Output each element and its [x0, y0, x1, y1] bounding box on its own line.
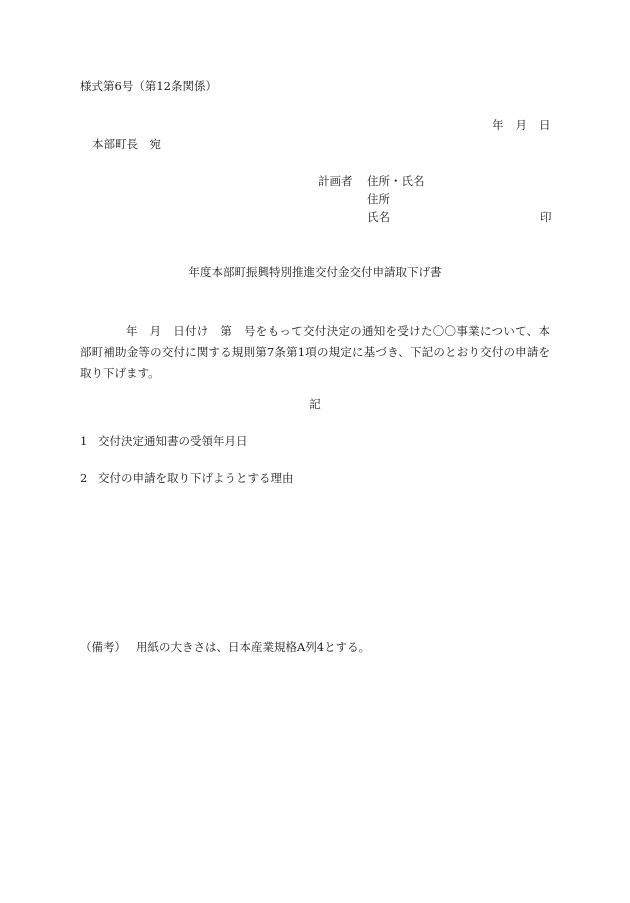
- item-number: 1: [80, 434, 88, 448]
- item-number: 2: [80, 471, 88, 485]
- body-paragraph: 年 月 日付け 第 号をもって交付決定の通知を受けた〇〇事業について、本部町補助金等の交付に関する規則第7条第1項の規定に基づき、下記のとおり交付の申請を取り下げます。: [80, 324, 550, 380]
- list-item: [80, 436, 248, 448]
- addressee: 本部町長 宛: [92, 137, 161, 151]
- seal-mark: 印: [540, 210, 552, 224]
- list-item: [80, 473, 294, 485]
- document-title: 年度本部町振興特別推進交付金交付申請取下げ書: [188, 265, 442, 279]
- planner-label: 計画者: [318, 174, 353, 188]
- remarks-label: （備考）: [80, 640, 126, 654]
- date-day: 日: [539, 118, 551, 132]
- date-year: 年: [492, 118, 504, 132]
- item-text: 交付の申請を取り下げようとする理由: [98, 471, 294, 485]
- address-name-label: 住所・氏名: [367, 174, 425, 188]
- name-label: 氏名: [367, 210, 390, 224]
- ki-heading: 記: [309, 397, 321, 411]
- date-month: 月: [515, 118, 527, 132]
- date-line: [492, 120, 551, 132]
- address-label: 住所: [367, 192, 390, 206]
- remarks: [80, 642, 370, 654]
- form-number: 様式第6号（第12条関係）: [80, 79, 217, 93]
- item-text: 交付決定通知書の受領年月日: [98, 434, 248, 448]
- remarks-text: 用紙の大きさは、日本産業規格A列4とする。: [136, 640, 371, 654]
